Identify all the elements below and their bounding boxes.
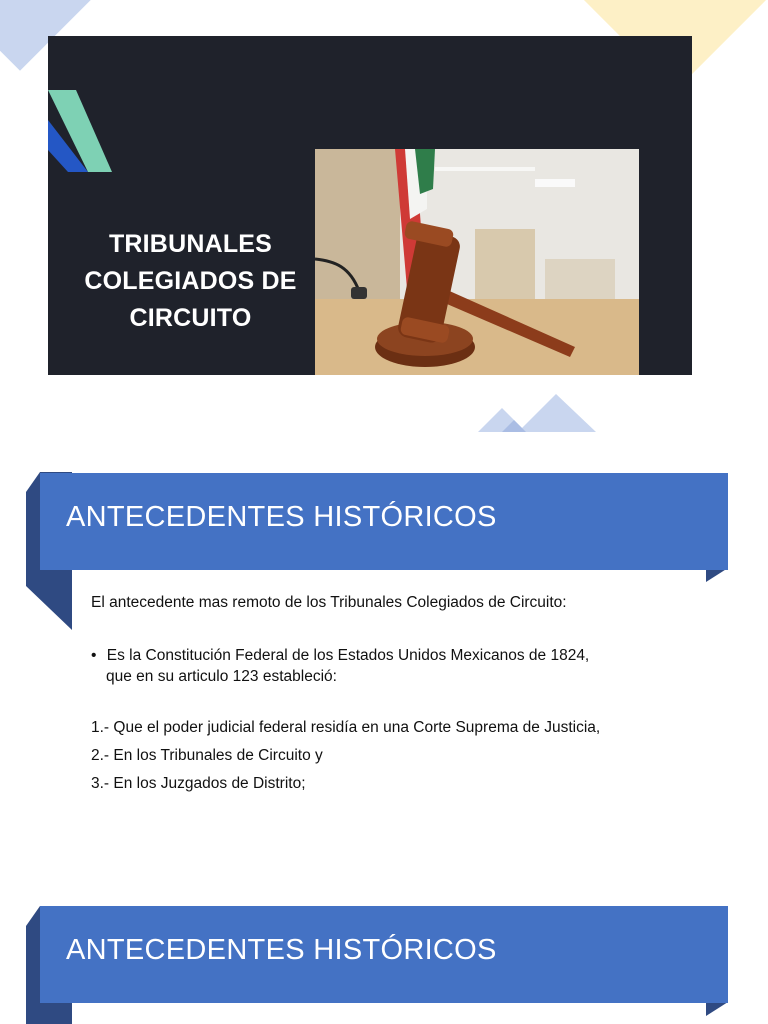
- section-1-header: [40, 473, 728, 570]
- list-item-2: 2.- En los Tribunales de Circuito y: [91, 747, 323, 764]
- section-2-header: [40, 906, 728, 1003]
- bullet-line-2: que en su articulo 123 estableció:: [106, 668, 337, 685]
- cover-slide: [48, 36, 692, 375]
- cover-title-line-2: COLEGIADOS DE: [84, 267, 297, 295]
- divider-triangles-icon: [478, 386, 598, 434]
- gavel-photo: [315, 149, 639, 375]
- section-1-heading: ANTECEDENTES HISTÓRICOS: [66, 501, 497, 533]
- section-2-heading: ANTECEDENTES HISTÓRICOS: [66, 934, 497, 966]
- cover-title-line-1: TRIBUNALES: [108, 230, 273, 258]
- bullet-line-1: Es la Constitución Federal de los Estados Unidos Mexicanos de 1824,: [106, 647, 590, 664]
- list-item-3: 3.- En los Juzgados de Distrito;: [91, 775, 306, 792]
- section-1-fold-right: [706, 568, 728, 582]
- brand-logo-icon: [48, 90, 112, 172]
- section-1-intro: El antecedente mas remoto de los Tribunales Colegiados de Circuito:: [91, 594, 567, 611]
- cover-title: [68, 226, 313, 337]
- list-item-1: 1.- Que el poder judicial federal residía en una Corte Suprema de Justicia,: [91, 719, 601, 736]
- bullet-icon: •: [91, 647, 97, 664]
- section-2-fold-right: [706, 1002, 728, 1016]
- section-1-bullet: [91, 645, 589, 667]
- cover-title-line-3: CIRCUITO: [129, 304, 252, 332]
